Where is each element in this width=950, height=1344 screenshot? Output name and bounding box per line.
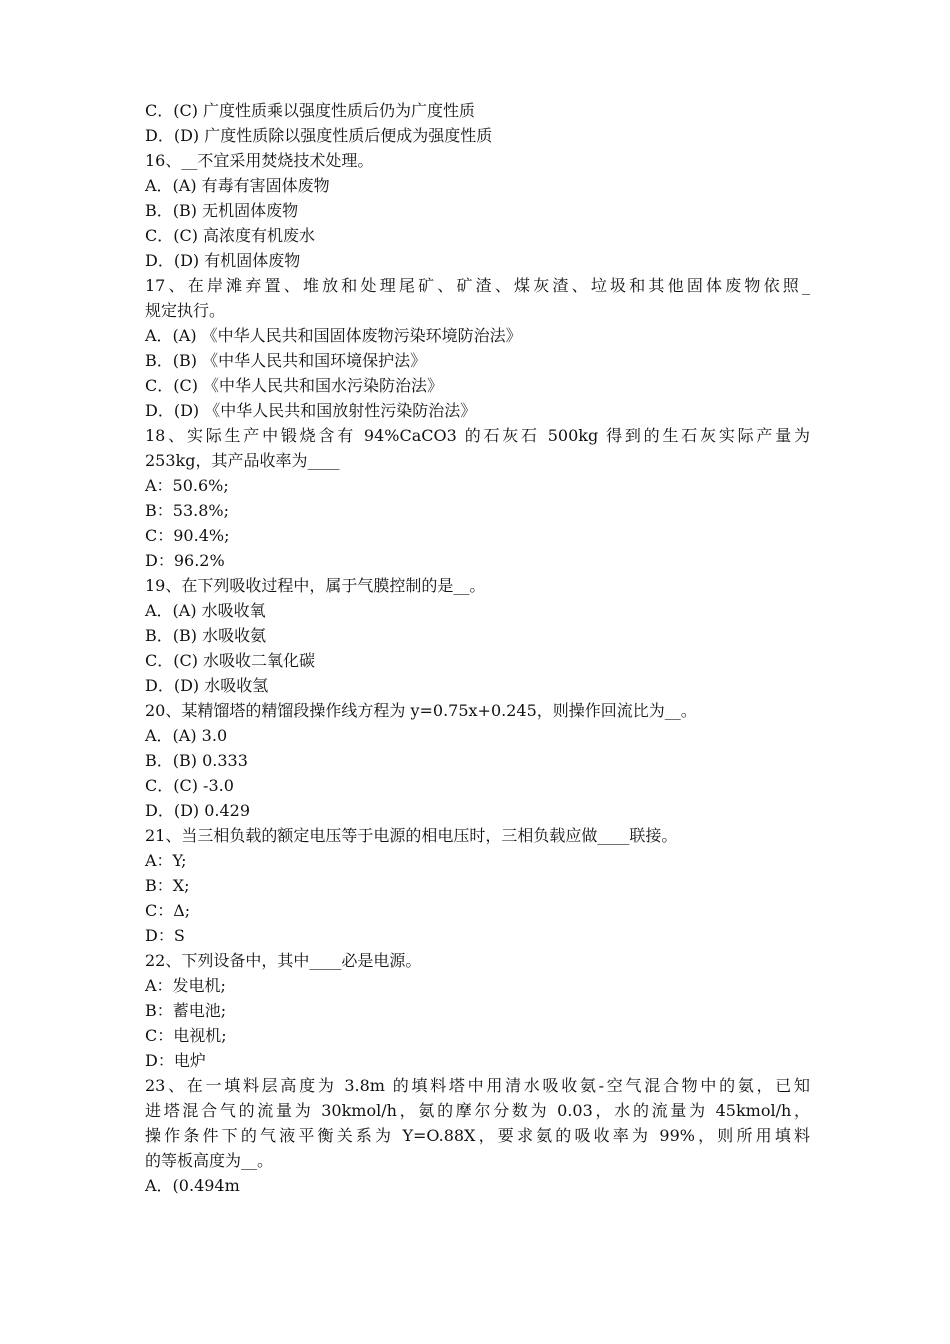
question-22: 22、下列设备中，其中____必是电源。: [145, 951, 422, 970]
option-d: D．(D) 水吸收氢: [145, 676, 269, 695]
option-a: A．(A) 水吸收氧: [145, 601, 266, 620]
option-a: A．(0.494m: [145, 1176, 240, 1195]
option-d: D．(D) 《中华人民共和国放射性污染防治法》: [145, 401, 477, 420]
option-b: B．(B) 无机固体废物: [145, 201, 299, 220]
option-c: C：电视机;: [145, 1026, 227, 1045]
option-c: C．(C) -3.0: [145, 776, 234, 795]
option-b: B：X;: [145, 876, 190, 895]
option-c: C：Δ;: [145, 901, 191, 920]
option-a: A：发电机;: [145, 976, 226, 995]
option-a: A．(A) 有毒有害固体废物: [145, 176, 330, 195]
question-20: 20、某精馏塔的精馏段操作线方程为 y=0.75x+0.245，则操作回流比为__。: [145, 701, 697, 720]
option-c: C．(C) 《中华人民共和国水污染防治法》: [145, 376, 444, 395]
option-b: B：53.8%;: [145, 501, 229, 520]
option-b: B．(B) 水吸收氨: [145, 626, 267, 645]
option-b: B．(B) 《中华人民共和国环境保护法》: [145, 351, 427, 370]
option-d: D：S: [145, 926, 185, 945]
page-content: [145, 98, 810, 1198]
option-c: C：90.4%;: [145, 526, 230, 545]
option-c: C．(C) 广度性质乘以强度性质后仍为广度性质: [145, 101, 476, 120]
option-d: D．(D) 有机固体废物: [145, 251, 301, 270]
option-a: A．(A) 《中华人民共和国固体废物污染环境防治法》: [145, 326, 522, 345]
question-18: 18、实际生产中锻烧含有 94%CaCO3 的石灰石 500kg 得到的生石灰实际产量为: [145, 426, 810, 445]
option-d: D：96.2%: [145, 551, 225, 570]
option-c: C．(C) 高浓度有机废水: [145, 226, 316, 245]
question-19: 19、在下列吸收过程中，属于气膜控制的是__。: [145, 576, 486, 595]
question-17: 17、在岸滩弃置、堆放和处理尾矿、矿渣、煤灰渣、垃圾和其他固体废物依照_: [145, 276, 810, 295]
option-c: C．(C) 水吸收二氧化碳: [145, 651, 316, 670]
option-a: A：50.6%;: [145, 476, 229, 495]
question-23-continued: 的等板高度为__。: [145, 1151, 274, 1170]
option-a: A．(A) 3.0: [145, 726, 228, 745]
question-16: 16、__不宜采用焚烧技术处理。: [145, 151, 374, 170]
option-b: B．(B) 0.333: [145, 751, 248, 770]
option-b: B：蓄电池;: [145, 1001, 227, 1020]
question-23: 23、在一填料层高度为 3.8m 的填料塔中用清水吸收氨-空气混合物中的氨，已知: [145, 1076, 810, 1095]
option-d: D．(D) 广度性质除以强度性质后便成为强度性质: [145, 126, 493, 145]
option-d: D：电炉: [145, 1051, 206, 1070]
option-d: D．(D) 0.429: [145, 801, 251, 820]
question-17-continued: 规定执行。: [145, 301, 226, 320]
question-23-continued: 操作条件下的气液平衡关系为 Y=O.88X，要求氨的吸收率为 99%，则所用填料: [145, 1126, 810, 1145]
question-21: 21、当三相负载的额定电压等于电源的相电压时，三相负载应做____联接。: [145, 826, 678, 845]
question-23-continued: 进塔混合气的流量为 30kmol/h，氨的摩尔分数为 0.03，水的流量为 45kmol/h，: [145, 1101, 810, 1120]
question-18-continued: 253kg，其产品收率为____: [145, 451, 340, 470]
option-a: A：Y;: [145, 851, 187, 870]
